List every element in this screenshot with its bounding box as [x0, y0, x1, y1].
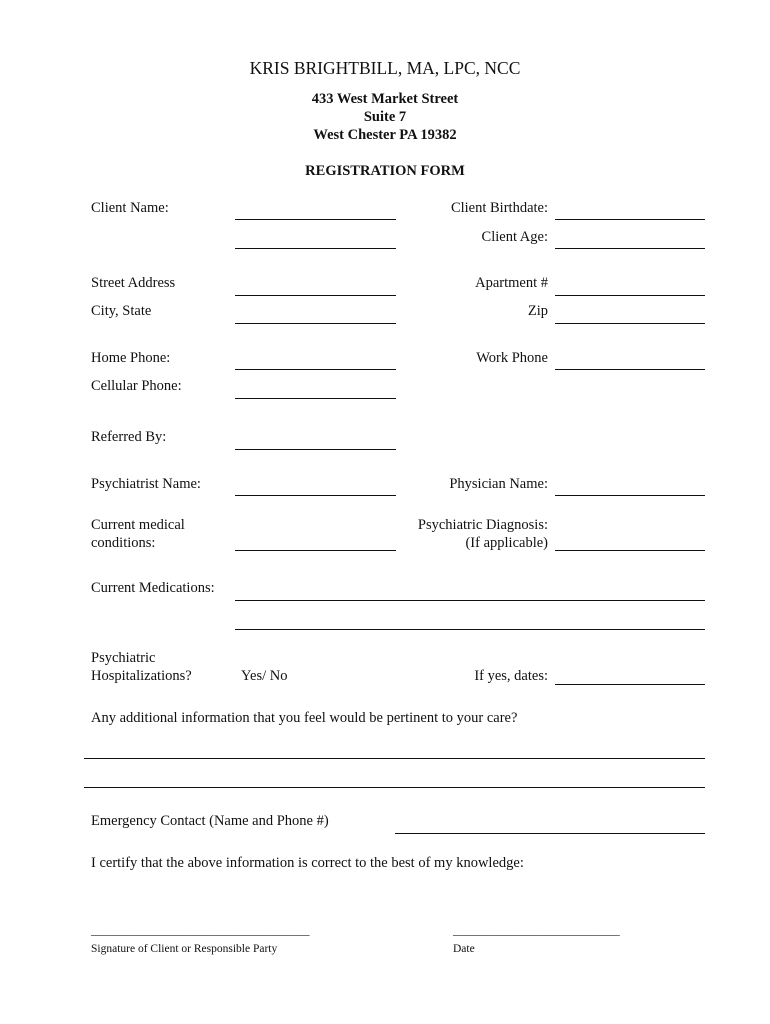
current-medications-field-2[interactable]: [235, 629, 705, 630]
client-name-field-2[interactable]: [235, 248, 396, 249]
client-age-label: Client Age:: [481, 229, 548, 245]
client-name-field[interactable]: [235, 219, 396, 220]
certify-statement: I certify that the above information is correct to the best of my knowledge:: [91, 855, 524, 871]
diagnosis-label-line2: (If applicable): [465, 535, 548, 551]
work-phone-field[interactable]: [555, 369, 705, 370]
street-address-label: Street Address: [91, 275, 176, 291]
physician-name-field[interactable]: [555, 495, 705, 496]
yes-no-option[interactable]: Yes/ No: [241, 668, 288, 684]
city-state-field[interactable]: [235, 323, 396, 324]
practitioner-name: KRIS BRIGHTBILL, MA, LPC, NCC: [249, 58, 521, 78]
hospitalizations-label-line2: Hospitalizations?: [91, 668, 192, 684]
psychiatrist-name-label: Psychiatrist Name:: [91, 476, 201, 492]
zip-label: Zip: [527, 303, 548, 319]
cellular-phone-field[interactable]: [235, 398, 396, 399]
client-birthdate-label: Client Birthdate:: [450, 200, 548, 216]
client-birthdate-field[interactable]: [555, 219, 705, 220]
work-phone-label: Work Phone: [476, 350, 548, 366]
apartment-field[interactable]: [555, 295, 705, 296]
physician-name-label: Physician Name:: [449, 476, 548, 492]
street-address-field[interactable]: [235, 295, 396, 296]
if-yes-dates-label: If yes, dates:: [474, 668, 548, 684]
emergency-contact-label: Emergency Contact (Name and Phone #): [91, 813, 329, 829]
client-age-field[interactable]: [555, 248, 705, 249]
diagnosis-field[interactable]: [555, 550, 705, 551]
address-city: West Chester PA 19382: [313, 127, 457, 143]
home-phone-label: Home Phone:: [91, 350, 171, 366]
current-medications-field-1[interactable]: [235, 600, 705, 601]
date-label: Date: [453, 943, 475, 955]
psychiatrist-name-field[interactable]: [235, 495, 396, 496]
hospitalizations-label-line1: Psychiatric: [91, 650, 156, 666]
medical-conditions-label-line1: Current medical: [91, 517, 185, 533]
hospitalization-dates-field[interactable]: [555, 684, 705, 685]
client-name-label: Client Name:: [91, 200, 169, 216]
apartment-label: Apartment #: [475, 275, 548, 291]
referred-by-label: Referred By:: [91, 429, 167, 445]
referred-by-field[interactable]: [235, 449, 396, 450]
city-state-label: City, State: [91, 303, 152, 319]
additional-info-field-1[interactable]: [84, 758, 705, 759]
additional-info-field-2[interactable]: [84, 787, 705, 788]
signature-line[interactable]: ______________________________________: [91, 925, 310, 937]
current-medications-label: Current Medications:: [91, 580, 215, 596]
date-line[interactable]: _____________________________: [453, 925, 620, 937]
diagnosis-label-line1: Psychiatric Diagnosis:: [417, 517, 548, 533]
zip-field[interactable]: [555, 323, 705, 324]
home-phone-field[interactable]: [235, 369, 396, 370]
signature-label: Signature of Client or Responsible Party: [91, 943, 278, 955]
address-street: 433 West Market Street: [311, 91, 459, 107]
medical-conditions-label-line2: conditions:: [91, 535, 156, 551]
additional-info-label: Any additional information that you feel would be pertinent to your care?: [91, 710, 518, 726]
address-suite: Suite 7: [363, 109, 407, 125]
emergency-contact-field[interactable]: [395, 833, 705, 834]
cellular-phone-label: Cellular Phone:: [91, 378, 182, 394]
form-title: REGISTRATION FORM: [305, 163, 465, 179]
medical-conditions-field[interactable]: [235, 550, 396, 551]
